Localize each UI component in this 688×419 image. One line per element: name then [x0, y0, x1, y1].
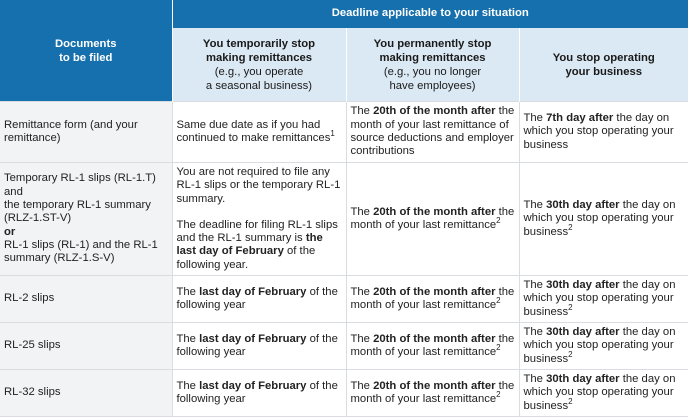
document-line: (RLZ-1.ST-V): [4, 212, 72, 225]
emphasis-text: 20th of the month after: [373, 332, 496, 345]
emphasis-text: last day of February: [199, 379, 307, 392]
footnote-ref: 2: [496, 296, 501, 306]
deadline-text: The 20th of the month after the month of your last remittance$^2$: [350, 285, 515, 311]
deadline-text: The 30th day after the day on which you stop operating your business$^2$: [523, 326, 676, 365]
situation-header-permanent: [346, 28, 519, 102]
emphasis-text: 30th day after: [546, 199, 620, 212]
situation-title-line: your business: [565, 65, 643, 78]
deadline-text: The 20th of the month after the month of your last remittance of source deductions and employer contributions: [350, 105, 515, 158]
deadline-cell: [172, 323, 346, 370]
deadline-text: The 20th of the month after the month of your last remittance$^2$: [350, 379, 515, 405]
deadline-text: The deadline for filing RL-1 slips and the RL-1 summary is the last day of February of the following year.: [176, 218, 338, 271]
document-line: summary (RLZ-1.S-V): [4, 252, 115, 265]
document-line: remittance): [4, 132, 61, 144]
deadline-cell: [346, 276, 519, 323]
deadline-cell: [519, 163, 688, 276]
emphasis-text: 20th of the month after: [373, 379, 496, 392]
document-line-or: or: [4, 225, 16, 238]
emphasis-text: 30th day after: [546, 279, 620, 292]
situation-title-line: You temporarily stop: [202, 37, 316, 50]
deadline-cell: [346, 102, 519, 163]
documents-column-header: [0, 0, 172, 102]
emphasis-text: 20th of the month after: [373, 205, 496, 218]
deadline-cell: [172, 102, 346, 163]
document-cell: [0, 370, 172, 417]
footnote-ref: 2: [496, 390, 501, 400]
deadline-text: The last day of February of the following year: [176, 379, 338, 405]
deadline-cell: [519, 102, 688, 163]
situation-example-line: (e.g., you no longer: [383, 65, 482, 78]
situation-title-line: making remittances: [379, 51, 486, 64]
emphasis-text: 30th day after: [546, 373, 620, 386]
deadline-text: Same due date as if you had continued to make remittances$^1$: [176, 118, 335, 144]
footnote-ref: 2: [568, 302, 573, 312]
deadline-text: The 30th day after the day on which you stop operating your business$^2$: [523, 373, 676, 412]
situation-header-stop-operating: [519, 28, 688, 102]
situation-title-line: You stop operating: [552, 51, 655, 64]
deadline-cell: [172, 163, 346, 276]
footnote-ref: 2: [496, 343, 501, 353]
document-line: RL-32 slips: [4, 386, 61, 399]
emphasis-text: 20th of the month after: [373, 105, 496, 118]
situation-example-line: (e.g., you operate: [214, 65, 304, 78]
table-row: [0, 370, 688, 417]
document-line: Remittance form (and your: [4, 118, 138, 131]
deadline-cell: [172, 276, 346, 323]
footnote-ref: 1: [330, 129, 335, 139]
deadline-text: The 20th of the month after the month of your last remittance$^2$: [350, 332, 515, 358]
document-line: RL-2 slips: [4, 292, 55, 305]
deadline-header: Deadline applicable to your situation: [172, 0, 688, 28]
deadline-text: The last day of February of the following year: [176, 285, 338, 311]
deadline-text: The 30th day after the day on which you stop operating your business$^2$: [523, 199, 676, 238]
footnote-ref: 2: [568, 222, 573, 232]
deadline-cell: [346, 370, 519, 417]
deadline-cell: [519, 276, 688, 323]
deadline-text: The 20th of the month after the month of your last remittance$^2$: [350, 205, 515, 231]
document-cell: [0, 276, 172, 323]
document-cell: [0, 323, 172, 370]
footnote-ref: 2: [568, 349, 573, 359]
deadline-text: The 30th day after the day on which you stop operating your business$^2$: [523, 279, 676, 318]
deadline-cell: [519, 323, 688, 370]
situation-title-line: You permanently stop: [373, 37, 492, 50]
document-cell: [0, 163, 172, 276]
deadline-text: You are not required to file any RL-1 slips or the temporary RL-1 summary.: [176, 165, 341, 205]
emphasis-text: 30th day after: [546, 326, 620, 339]
deadline-cell: [172, 370, 346, 417]
document-line: RL-1 slips (RL-1) and the RL-1: [4, 238, 158, 251]
emphasis-text: the last day of February: [176, 232, 323, 258]
emphasis-text: last day of February: [199, 332, 307, 345]
documents-header-line: Documents: [54, 37, 117, 50]
situation-title-line: making remittances: [205, 51, 313, 64]
deadline-cell: [346, 163, 519, 276]
deadline-text: The last day of February of the following year: [176, 332, 338, 358]
footnote-ref: 2: [568, 396, 573, 406]
situation-example-line: have employees): [389, 79, 476, 92]
situation-header-temporary: [172, 28, 346, 102]
emphasis-text: 7th day after: [546, 112, 614, 125]
situation-example-line: a seasonal business): [205, 79, 313, 92]
deadline-cell: [346, 323, 519, 370]
documents-header-line: to be filed: [59, 51, 113, 64]
table-row: [0, 276, 688, 323]
emphasis-text: last day of February: [199, 285, 307, 298]
document-line: Temporary RL-1 slips (RL-1.T) and: [4, 172, 156, 198]
table-row: [0, 102, 688, 163]
document-line: the temporary RL-1 summary: [4, 199, 151, 212]
table-row: [0, 323, 688, 370]
document-cell: [0, 102, 172, 163]
deadline-cell: [519, 370, 688, 417]
document-line: RL-25 slips: [4, 339, 61, 352]
table-row: [0, 163, 688, 276]
deadline-text: The 7th day after the day on which you stop operating your business: [523, 112, 674, 151]
footnote-ref: 2: [496, 216, 501, 226]
emphasis-text: 20th of the month after: [373, 285, 496, 298]
